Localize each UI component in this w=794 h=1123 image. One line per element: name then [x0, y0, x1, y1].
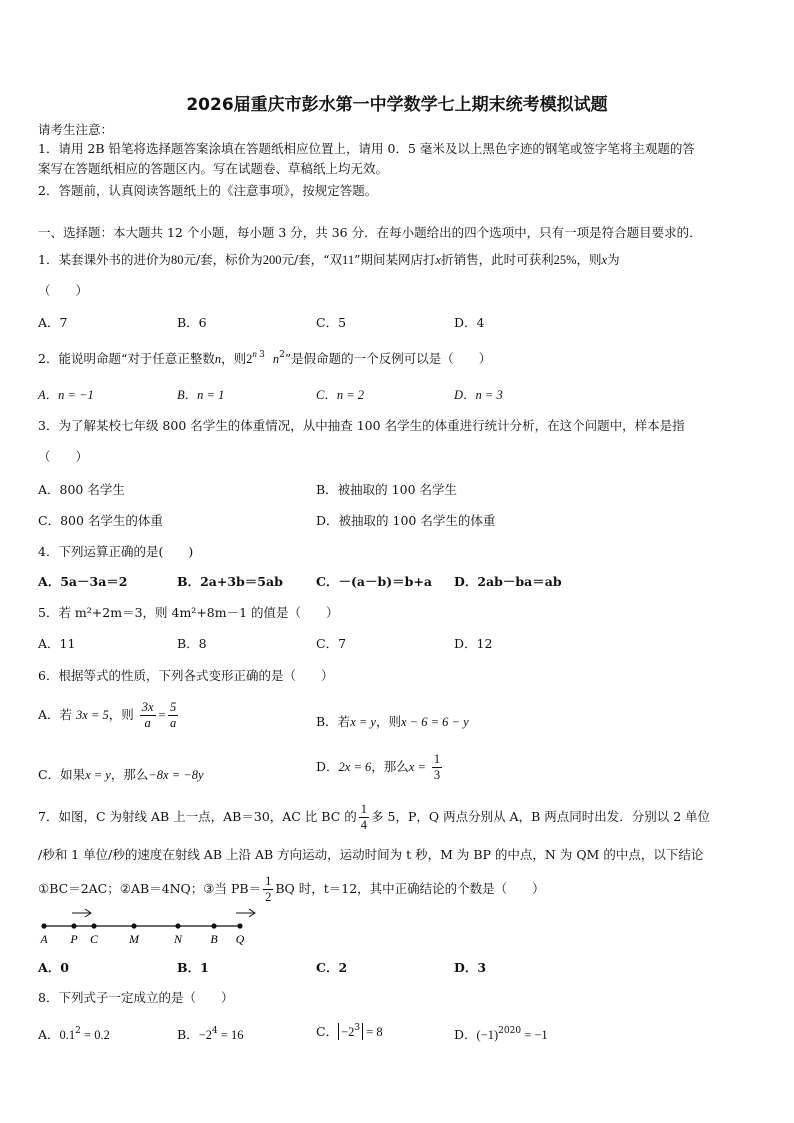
q2-option-b: B．n = 1: [177, 388, 225, 402]
ray-point-b: [211, 923, 216, 928]
q2-option-a: A．n = −1: [38, 388, 94, 402]
q2-option-d: D．n = 3: [454, 388, 503, 402]
q1-option-b: B．6: [177, 315, 207, 330]
q5-option-b: B．8: [177, 636, 207, 651]
q8-option-a: A．$0.1^2 = 0.2$: [38, 1026, 110, 1042]
notice-line-3: 2．答题前，认真阅读答题纸上的《注意事项》，按规定答题。: [38, 183, 378, 198]
q3-option-b: B．被抽取的 100 名学生: [316, 482, 457, 497]
notice-line-1: 1．请用 2B 铅笔将选择题答案涂填在答题纸相应位置上，请用 0．5 毫米及以上黑色字迹的钢笔或签字笔将主观题的答: [38, 141, 695, 156]
page-title: 2026届重庆市彭水第一中学数学七上期末统考模拟试题: [186, 95, 608, 115]
question-5-stem: 5．若 m²+2m＝3，则 4m²+8m－1 的值是（ ）: [38, 605, 339, 620]
ray-label-m: M: [129, 932, 139, 946]
section-heading: 一、选择题：本大题共 12 个小题，每小题 3 分，共 36 分．在每小题给出的四个选项中，只有一项是符合题目要求的．: [38, 225, 702, 240]
question-4-stem: 4．下列运算正确的是( ): [38, 544, 194, 559]
q7-option-b: B．1: [177, 960, 209, 975]
notice-line-2: 案写在答题纸相应的答题区内。写在试题卷、草稿纸上均无效。: [38, 161, 389, 176]
q4-option-d: D．2ab－ba＝ab: [454, 574, 562, 589]
ray-point-p: [71, 923, 76, 928]
q7-option-a: A．0: [38, 960, 69, 975]
q6-option-b: B．若x = y，则x − 6 = 6 − y: [316, 714, 469, 729]
question-7-line-2: /秒和 1 单位/秒的速度在射线 AB 上沿 AB 方向运动，运动时间为 t 秒，M 为 BP 的中点，N 为 QM 的中点，以下结论: [38, 847, 704, 862]
q4-option-a: A．5a－3a＝2: [38, 574, 128, 589]
q8-option-d: D．$(-1)^{2020} = -1$: [454, 1026, 548, 1042]
q8-option-c: C． $-2^3 = 8$: [316, 1023, 383, 1039]
q5-option-c: C．7: [316, 636, 347, 651]
question-2-stem: 2．能说明命题“对于任意正整数n，则2$^n$ $^3$ $n^2$”是假命题的一个反例可以是（ ）: [38, 349, 492, 366]
q3-option-a: A．800 名学生: [38, 482, 125, 497]
ray-point-a: [41, 923, 46, 928]
ray-point-c: [91, 923, 96, 928]
q5-option-a: A．11: [38, 636, 76, 651]
q2-option-c: C．n = 2: [316, 388, 365, 402]
question-8-stem: 8．下列式子一定成立的是（ ）: [38, 990, 234, 1005]
q6-option-d: D．2x = 6，那么x = $\frac{1}{3}$: [316, 752, 441, 782]
question-6-stem: 6．根据等式的性质，下列各式变形正确的是（ ）: [38, 668, 334, 683]
ray-label-a: A: [40, 932, 48, 946]
q3-option-c: C．800 名学生的体重: [38, 513, 163, 528]
q1-option-c: C．5: [316, 315, 347, 330]
question-3-stem: 3．为了解某校七年级 800 名学生的体重情况，从中抽查 100 名学生的体重进行统计分析，在这个问题中，样本是指: [38, 418, 685, 433]
ray-label-q: Q: [235, 932, 245, 946]
q1-option-d: D．4: [454, 315, 485, 330]
ray-diagram: [30, 900, 270, 950]
ray-point-n: [175, 923, 180, 928]
ray-label-c: C: [89, 932, 99, 946]
ray-label-n: N: [173, 932, 183, 946]
ray-label-p: P: [70, 932, 78, 946]
question-7-line-1: 7．如图，C 为射线 AB 上一点，AB＝30，AC 比 BC 的 $\frac{1}{4}$ 多 5，P，Q 两点分别从 A，B 两点同时出发．分别以 2 单位: [38, 802, 711, 832]
ray-point-m: [131, 923, 136, 928]
q4-option-c: C．－(a－b)＝b+a: [316, 574, 432, 589]
question-7-line-3: ①BC＝2AC；②AB＝4NQ；③当 PB＝ $\frac{1}{2}$ BQ 时，t＝12，其中正确结论的个数是（ ）: [38, 874, 545, 904]
q4-option-b: B．2a+3b＝5ab: [177, 574, 283, 589]
q3-option-d: D．被抽取的 100 名学生的体重: [316, 513, 496, 528]
q1-option-a: A．7: [38, 315, 68, 330]
q7-option-d: D．3: [454, 960, 487, 975]
ray-label-b: B: [210, 932, 218, 946]
q6-option-a: A．若 3x = 5，则 $\frac{3x}{a}$ = $\frac{5}{a}$: [38, 700, 177, 730]
q7-option-c: C．2: [316, 960, 348, 975]
notice-heading: 请考生注意：: [38, 122, 114, 137]
question-3-paren: （ ）: [38, 449, 89, 464]
question-1-paren: （ ）: [38, 283, 89, 298]
q5-option-d: D．12: [454, 636, 493, 651]
ray-point-q: [237, 923, 242, 928]
q8-option-b: B．$-2^4 = 16$: [177, 1026, 244, 1042]
question-1-stem: 1．某套课外书的进价为80元/套，标价为200元/套，“双11”期间某网店打x折销售，此时可获利25%，则x为: [38, 252, 620, 267]
q6-option-c: C．如果x = y，那么−8x = −8y: [38, 767, 204, 782]
